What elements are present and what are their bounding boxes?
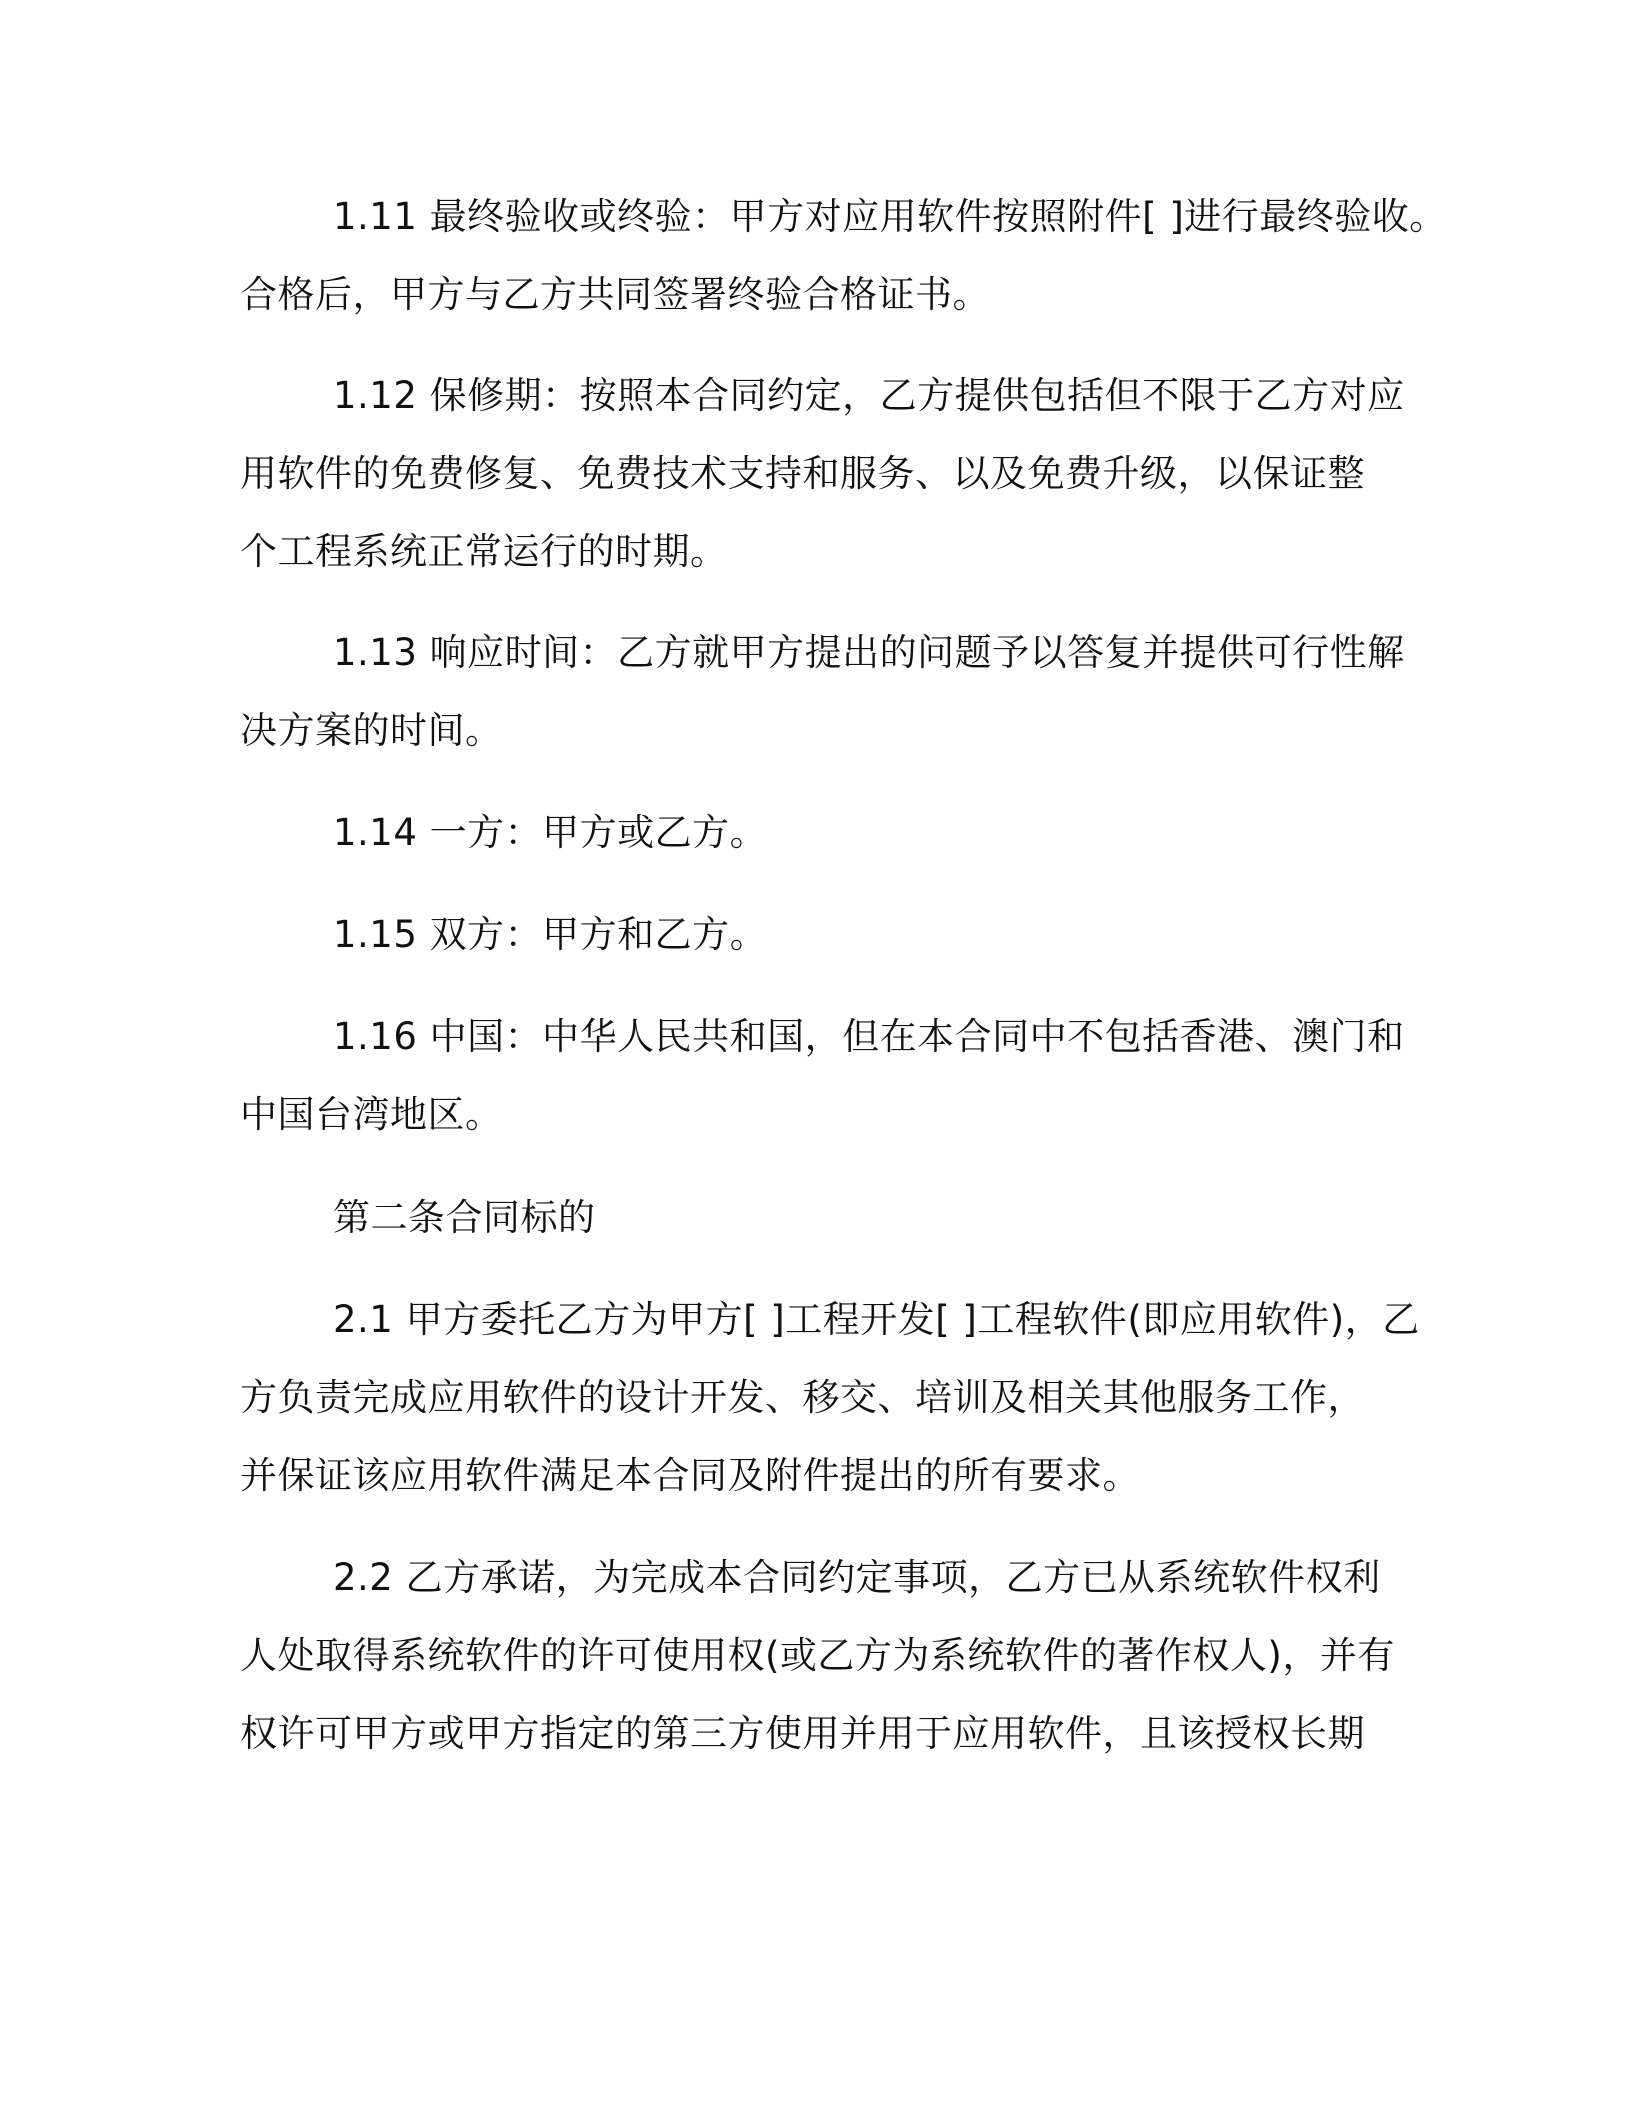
paragraph-1-13-line-1: 1.13 响应时间：乙方就甲方提出的问题予以答复并提供可行性解 xyxy=(333,631,1405,674)
paragraph-1-12-line-3: 个工程系统正常运行的时期。 xyxy=(240,530,728,573)
paragraph-1-13-line-2: 决方案的时间。 xyxy=(240,709,503,752)
paragraph-1-11-line-1: 1.11 最终验收或终验：甲方对应用软件按照附件[ ]进行最终验收。 xyxy=(333,195,1447,238)
paragraph-1-15-line-1: 1.15 双方：甲方和乙方。 xyxy=(333,913,768,956)
paragraph-1-16-line-1: 1.16 中国：中华人民共和国，但在本合同中不包括香港、澳门和 xyxy=(333,1015,1405,1058)
article-2-heading: 第二条合同标的 xyxy=(333,1196,596,1239)
paragraph-2-1-line-3: 并保证该应用软件满足本合同及附件提出的所有要求。 xyxy=(240,1454,1140,1497)
paragraph-2-2-line-3: 权许可甲方或甲方指定的第三方使用并用于应用软件，且该授权长期 xyxy=(240,1712,1365,1755)
paragraph-2-2-line-1: 2.2 乙方承诺，为完成本合同约定事项，乙方已从系统软件权利 xyxy=(333,1556,1381,1599)
paragraph-1-11-line-2: 合格后，甲方与乙方共同签署终验合格证书。 xyxy=(240,273,990,316)
paragraph-2-1-line-1: 2.1 甲方委托乙方为甲方[ ]工程开发[ ]工程软件(即应用软件)，乙 xyxy=(333,1298,1420,1341)
paragraph-1-14-line-1: 1.14 一方：甲方或乙方。 xyxy=(333,811,768,854)
paragraph-1-12-line-1: 1.12 保修期：按照本合同约定，乙方提供包括但不限于乙方对应 xyxy=(333,374,1405,417)
paragraph-2-1-line-2: 方负责完成应用软件的设计开发、移交、培训及相关其他服务工作， xyxy=(240,1376,1365,1419)
paragraph-1-16-line-2: 中国台湾地区。 xyxy=(240,1093,503,1136)
paragraph-2-2-line-2: 人处取得系统软件的许可使用权(或乙方为系统软件的著作权人)，并有 xyxy=(240,1634,1395,1677)
paragraph-1-12-line-2: 用软件的免费修复、免费技术支持和服务、以及免费升级，以保证整 xyxy=(240,452,1365,495)
